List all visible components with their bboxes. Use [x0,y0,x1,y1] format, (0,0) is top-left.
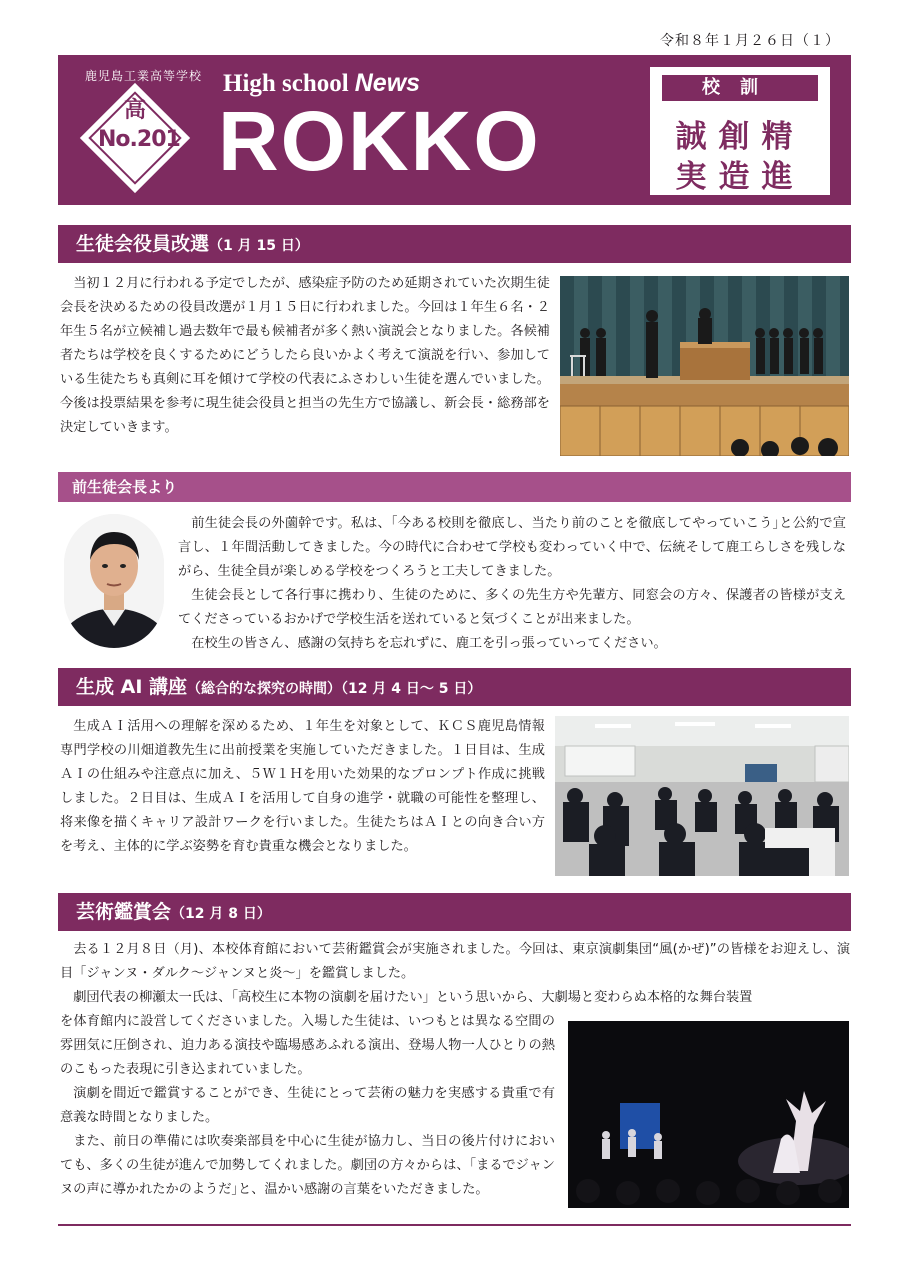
section-heading-art-appreciation [58,893,851,931]
section-subtitle: （総合的な探究の時間）（12 月 4 日～ 5 日） [187,681,482,697]
article-art-appreciation-body [60,1010,555,1202]
section-heading-student-council-election [58,225,851,263]
paragraph: また、前日の準備には吹奏楽部員を中心に生徒が協力し、当日の後片付けにおいても、多くの生徒が進んで加勢してくれました。劇団の方々からは、｢まるでジャンヌの声に導かれたかのようだ｣と、温かい感謝の言葉をいただきました。 [60,1134,555,1197]
paragraph: 劇団代表の柳瀬太一氏は、「高校生に本物の演劇を届けたい」という思いから、大劇場と変わらぬ本格的な舞台装置 [73,990,753,1005]
section-title: 生徒会役員改選 [76,233,210,255]
motto-title: 校訓 [662,75,818,101]
photo-election-speech [560,276,849,456]
issue-number: No.201 [98,127,180,152]
article-student-council-election [60,272,550,440]
photo-former-president [64,514,164,648]
paragraph: 去る１２月８日（月)、本校体育館において芸術鑑賞会が実施されました。今回は、東京演劇集団“風(かぜ)”の皆様をお迎えし、演目「ジャンヌ・ダルク～ジャンヌと炎～」を鑑賞しました。 [60,942,850,981]
paragraph: 生成ＡＩ活用への理解を深めるため、１年生を対象として、ＫＣＳ鹿児島情報専門学校の川畑道教先生に出前授業を実施していただきました。１日目は、生成ＡＩの仕組みや注意点に加え、５Ｗ１Ｈを用いた効果的なプロンプト作成に挑戦しました。２日目は、生成ＡＩを活用して自身の進学・就職の可能性を整理し、将来像を描くキャリア設計ワークを行いました。生徒たちはＡＩとの向き合い方を考え、主体的に学ぶ姿勢を育む貴重な機会となりました。 [60,719,545,854]
news-label: News [354,69,421,97]
newsletter-title: ROKKO [218,94,541,188]
paragraph: 当初１２月に行われる予定でしたが、感染症予防のため延期されていた次期生徒会長を決めるための役員改選が１月１５日に行われました。今回は１年生６名・２年生５名が立候補し過去数年で最も候補者が多く熱い演説会となりました。各候補者たちは学校を良くするためにどうしたら良いかよく考えて演説を行い、参加している生徒たちも真剣に耳を傾けて学校の代表にふさわしい生徒を選んでいました。今後は投票結果を参考に現生徒会役員と担当の先生方で協議し、新会長・総務部を決定していきます。 [60,276,550,435]
motto-row-1: 誠創精 [675,119,805,155]
motto-row-2: 実造進 [675,159,805,195]
paragraph: 生徒会長として各行事に携わり、生徒のために、多くの先生方や先輩方、同窓会の方々、保護者の皆様が支えてくださっているおかげで学校生活を送れていると気づくことが出来ました。 [178,588,846,627]
paragraph: 在校生の皆さん、感謝の気持ちを忘れずに、鹿工を引っ張っていってください。 [191,636,667,651]
paragraph: 前生徒会長の外薗幹です。私は、｢今ある校則を徹底し、当たり前のことを徹底してやっていこう｣と公約で宣言し、１年間活動してきました。今の時代に合わせて学校も変わっていく中で、伝統そして鹿工らしさを残しながら、生徒全員が楽しめる学校をつくろうと工夫してきました。 [178,516,846,579]
section-date: （12 月 8 日） [171,906,271,922]
section-title: 生成 AI 講座 [76,676,188,698]
article-former-president [178,512,846,656]
section-heading-ai-lecture [58,668,851,706]
crest-kanji: 高 [123,97,146,123]
hs-label: High school [223,70,349,97]
paragraph: を体育館内に設営してくださいました。入場した生徒は、いつもとは異なる空間の雰囲気に圧倒され、迫力ある演技や臨場感あふれる演出、登場人物一人ひとりの熱のこもった表現に引き込まれていました。 [60,1014,555,1077]
subsection-heading-former-president: 前生徒会長より [58,472,851,502]
article-art-appreciation-top [60,938,850,1010]
section-date: （1 月 15 日） [209,238,309,254]
paragraph: 演劇を間近で鑑賞することができ、生徒にとって芸術の魅力を実感する貴重で有意義な時間となりました。 [60,1086,555,1125]
issue-date: 令和８年１月２６日（１） [660,33,840,49]
footer-divider [58,1224,851,1226]
school-motto [650,67,830,195]
masthead [58,55,851,205]
section-title: 芸術鑑賞会 [76,901,172,923]
photo-ai-lecture-classroom [555,716,849,876]
photo-theatre-performance [568,1021,849,1208]
article-ai-lecture [60,715,545,859]
school-name: 鹿児島工業高等学校 [85,69,203,83]
